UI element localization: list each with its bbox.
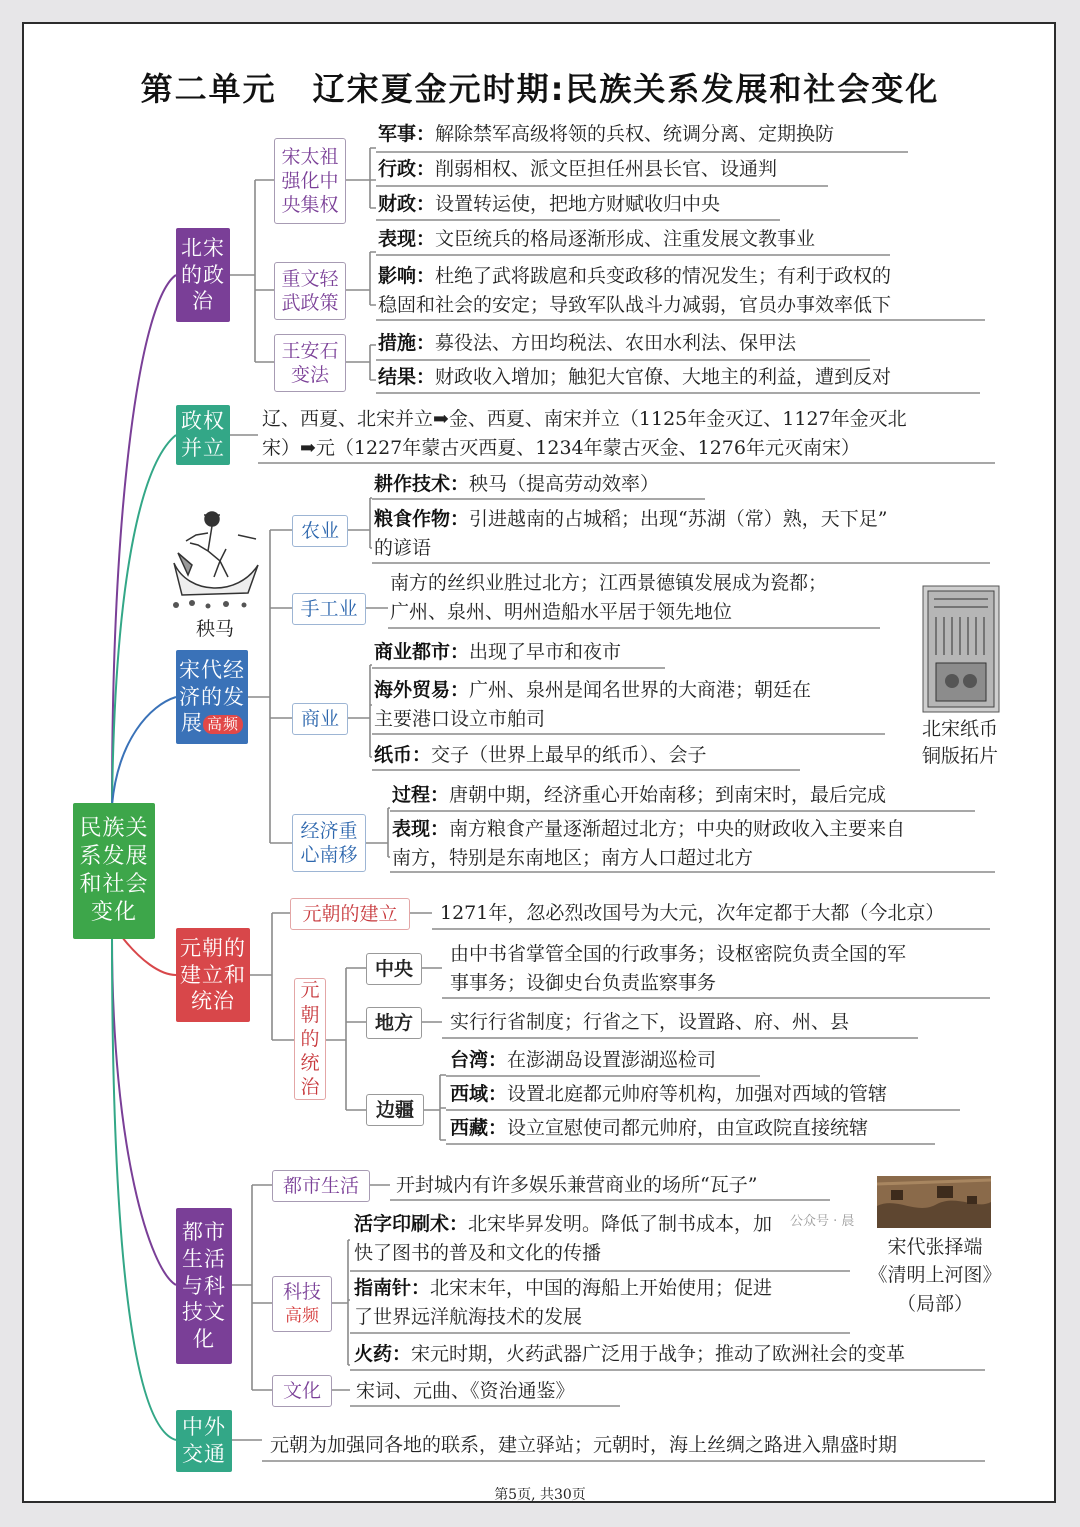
sub-culture: 文化: [272, 1375, 332, 1407]
branch-yuan-dynasty: 元朝的建立和统治: [176, 928, 250, 1022]
zhengquan-line1: 辽、西夏、北宋并立➡金、西夏、南宋并立（1125年金灭辽、1127年金灭北: [262, 408, 907, 430]
item-commercial-city: 商业都市：出现了早市和夜市: [374, 641, 622, 663]
branch-foreign-transport: 中外交通: [176, 1410, 232, 1472]
item-movable-type-cont: 快了图书的普及和文化的传播: [354, 1242, 602, 1264]
item-manifestation: 表现：南方粮食产量逐渐超过北方；中央的财政收入主要来自: [392, 818, 906, 840]
item-grain: 粮食作物：引进越南的占城稻；出现“苏湖（常）熟，天下足”: [374, 508, 888, 530]
high-frequency-badge: 高频: [203, 715, 243, 734]
item-manifestation-cont: 南方，特别是东南地区；南方人口超过北方: [392, 847, 754, 869]
item-paper-money: 纸币：交子（世界上最早的纸币）、会子: [374, 744, 707, 766]
item-administration: 行政：削弱相权、派文臣担任州县长官、设通判: [378, 158, 778, 180]
urban-life-text: 开封城内有许多娱乐兼营商业的场所“瓦子”: [396, 1174, 758, 1196]
branch-zhengquan-bingli: 政权并立: [176, 405, 230, 465]
branch-song-economy: 宋代经济的发展 高频: [176, 650, 248, 744]
sub-wang-anshi: 王安石变法: [274, 334, 346, 392]
sub-song-taizu: 宋太祖强化中央集权: [274, 138, 346, 224]
yuan-founding-text: 1271年，忽必烈改国号为大元，次年定都于大都（今北京）: [440, 902, 945, 924]
watermark: 公众号 · 晨: [790, 1214, 855, 1229]
handicraft-line1: 南方的丝织业胜过北方；江西景德镇发展成为瓷都；: [390, 572, 828, 594]
item-tibet: 西藏：设立宣慰使司都元帅府，由宣政院直接统辖: [450, 1117, 869, 1139]
root-node: 民族关系发展和社会变化: [73, 803, 155, 939]
zhengquan-line2: 宋）➡元（1227年蒙古灭西夏、1234年蒙古灭金、1276年元灭南宋）: [262, 437, 860, 459]
sub-agriculture: 农业: [292, 515, 348, 547]
sub-frontier: 边疆: [366, 1094, 424, 1126]
item-measures: 措施：募役法、方田均税法、农田水利法、保甲法: [378, 332, 797, 354]
yangma-caption: 秧马: [195, 618, 234, 640]
foreign-transport-text: 元朝为加强同各地的联系，建立驿站；元朝时，海上丝绸之路进入鼎盛时期: [270, 1434, 898, 1456]
culture-text: 宋词、元曲、《资治通鉴》: [356, 1380, 575, 1402]
sub-urban-life: 都市生活: [272, 1170, 370, 1202]
item-grain-cont: 的谚语: [374, 537, 432, 559]
high-frequency-badge-2: 高频: [285, 1305, 319, 1326]
painting-caption-3: （局部）: [896, 1293, 973, 1315]
item-taiwan: 台湾：在澎湖岛设置澎湖巡检司: [450, 1049, 717, 1071]
sub-handicraft: 手工业: [292, 593, 366, 625]
paper-money-image: [922, 585, 1000, 713]
item-compass: 指南针：北宋末年，中国的海船上开始使用；促进: [354, 1277, 773, 1299]
handicraft-line2: 广州、泉州、明州造船水平居于领先地位: [390, 601, 733, 623]
item-finance: 财政：设置转运使，把地方财赋收归中央: [378, 193, 721, 215]
central-line1: 由中书省掌管全国的行政事务；设枢密院负责全国的军: [450, 943, 907, 965]
sub-yuan-founding: 元朝的建立: [290, 898, 410, 930]
item-compass-cont: 了世界远洋航海技术的发展: [354, 1306, 583, 1328]
item-overseas-trade: 海外贸易：广州、泉州是闻名世界的大商港；朝廷在: [374, 679, 812, 701]
painting-caption-1: 宋代张择端: [887, 1236, 983, 1258]
qingming-painting-image: [877, 1176, 991, 1228]
sub-economic-center-shift: 经济重心南移: [292, 814, 366, 872]
sub-zhongwen-qingwu: 重文轻武政策: [274, 262, 346, 320]
item-process: 过程：唐朝中期，经济重心开始南移；到南宋时，最后完成: [392, 784, 887, 806]
item-military: 军事：解除禁军高级将领的兵权、统调分离、定期换防: [378, 123, 835, 145]
page-title: 第二单元 辽宋夏金元时期:民族关系发展和社会变化: [140, 70, 940, 108]
item-influence: 影响：杜绝了武将跋扈和兵变政移的情况发生；有利于政权的: [378, 265, 892, 287]
item-movable-type: 活字印刷术：北宋毕昇发明。降低了制书成本，加: [354, 1213, 773, 1235]
local-text: 实行行省制度；行省之下，设置路、府、州、县: [450, 1011, 850, 1033]
yangma-illustration: [168, 505, 264, 615]
central-line2: 事事务；设御史台负责监察事务: [450, 972, 717, 994]
item-farming-tech: 耕作技术：秧马（提高劳动效率）: [374, 473, 660, 495]
painting-caption-2: 《清明上河图》: [868, 1264, 1002, 1286]
item-gunpowder: 火药：宋元时期，火药武器广泛用于战争；推动了欧洲社会的变革: [354, 1343, 906, 1365]
branch-beisong-politics: 北宋的政治: [176, 228, 230, 322]
sub-commerce: 商业: [292, 703, 348, 735]
sub-local: 地方: [366, 1007, 422, 1039]
sub-central: 中央: [366, 953, 422, 985]
item-western-regions: 西域：设置北庭都元帅府等机构，加强对西域的管辖: [450, 1083, 888, 1105]
paper-money-caption-1: 北宋纸币: [921, 718, 998, 740]
page-footer: 第5页, 共30页: [494, 1487, 586, 1503]
sub-yuan-rule: 元朝的统治: [294, 978, 326, 1100]
paper-money-caption-2: 铜版拓片: [921, 745, 998, 767]
item-performance: 表现：文臣统兵的格局逐渐形成、注重发展文教事业: [378, 228, 816, 250]
sub-technology: 科技 高频: [272, 1276, 332, 1332]
item-influence-cont: 稳固和社会的安定；导致军队战斗力减弱，官员办事效率低下: [378, 294, 892, 316]
branch-urban-life-tech: 都市生活与科技文化: [176, 1208, 232, 1364]
item-overseas-trade-cont: 主要港口设立市舶司: [374, 708, 546, 730]
item-result: 结果：财政收入增加；触犯大官僚、大地主的利益，遭到反对: [378, 366, 892, 388]
